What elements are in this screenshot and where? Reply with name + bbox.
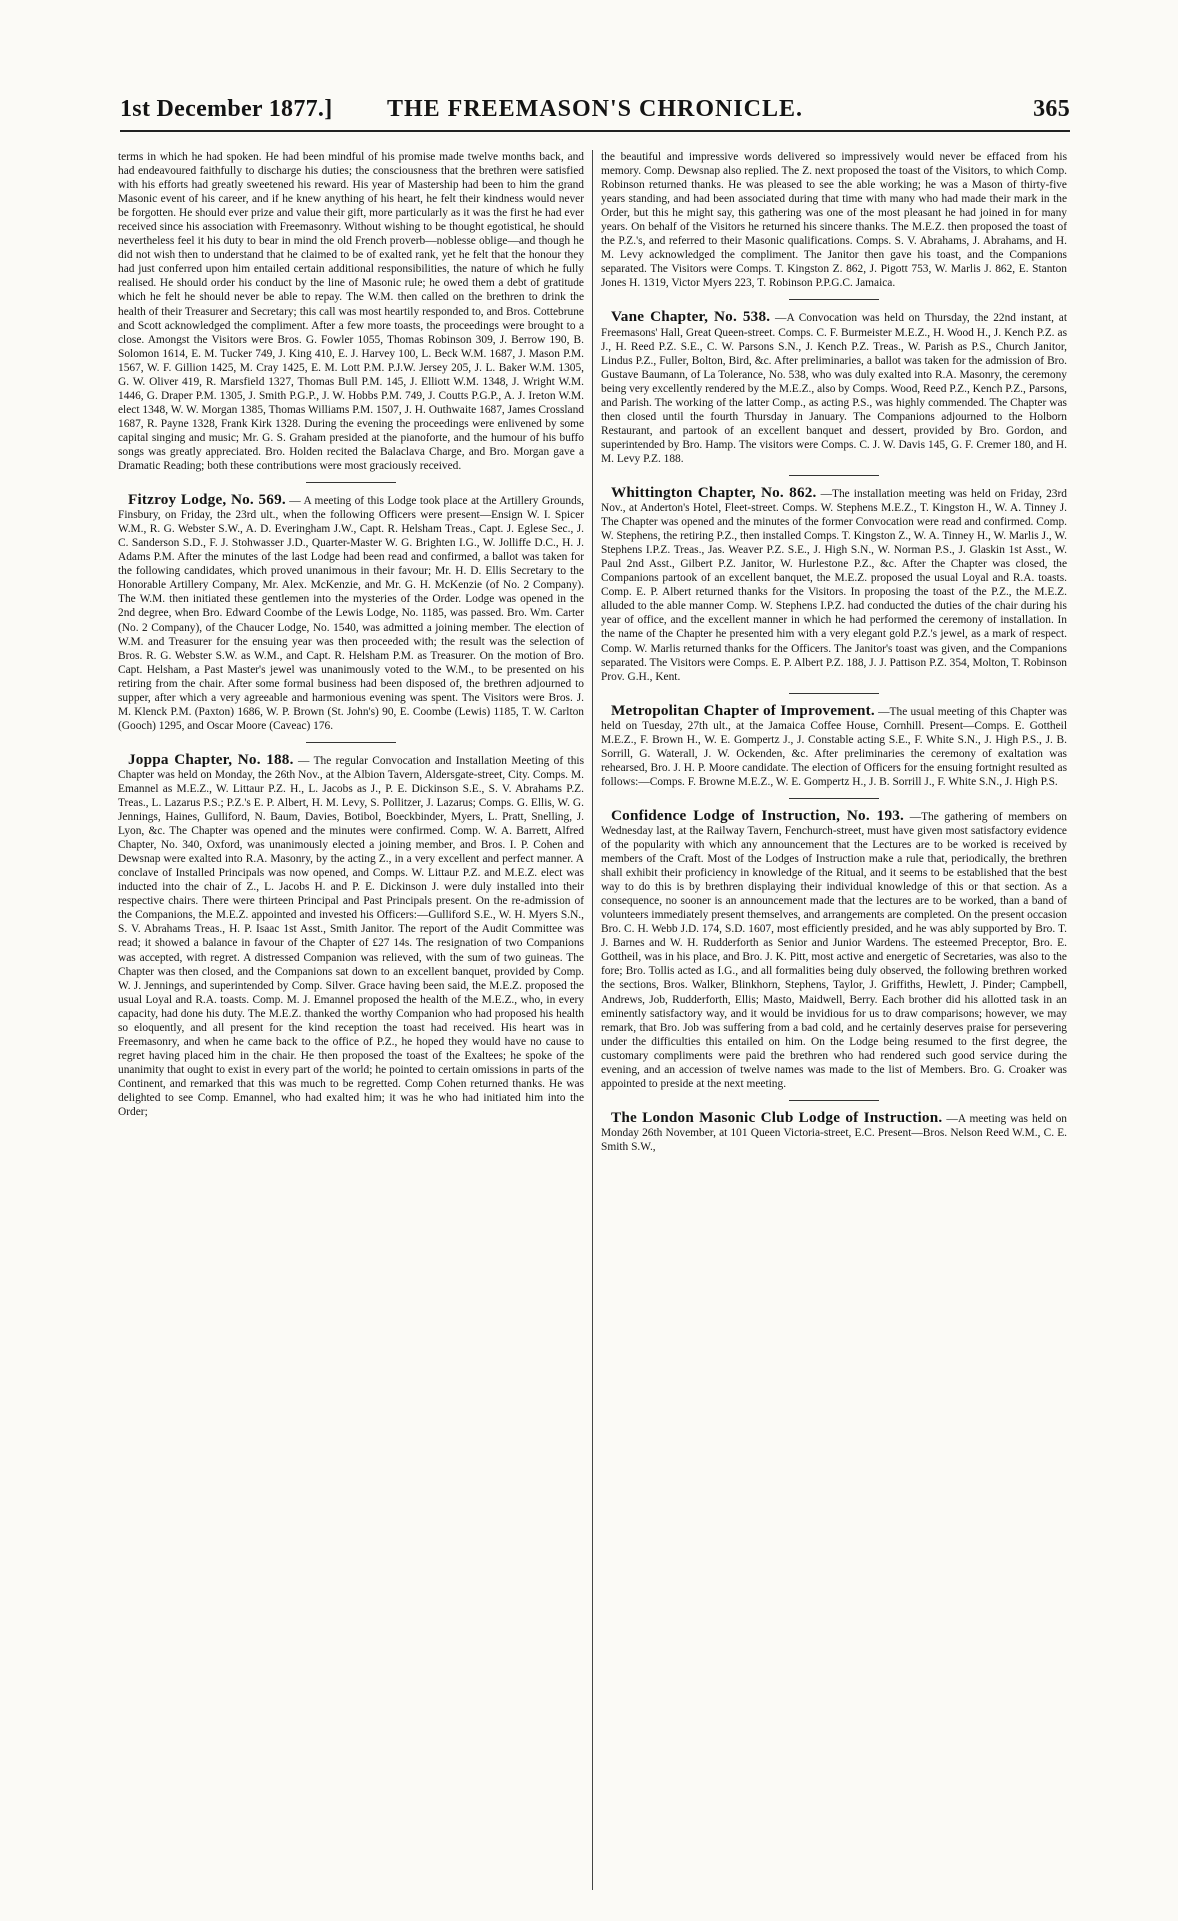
continued-report: terms in which he had spoken. He had been mindful of his promise made twelve months back, and had endeavoured faithfully to discharge his duties; the consciousness that the brethren were satisfied with his efforts had greatly sweetened his reward. His year of Mastership had been to him the grand Masonic event of his career, and if he knew anything of his heart, he felt their kindness would never be forgotten. He should ever prize and value their gift, more particularly as it was the first he had ever received since his association with Freemasonry. Without wishing to be thought egotistical, he should nevertheless feel it his duty to bear in mind the old French proverb—noblesse oblige—and though he did not wish then to understand that he claimed to be of exalted rank, yet he felt that the honour they had just conferred upon him entailed certain additional responsibilities, the nature of which he fully realised. He should order his conduct by the line of Masonic rule; he owed them a debt of gratitude which he felt he should never be able to repay. The W.M. then called on the brethren to drink the health of their Treasurer and Secretary; this call was most heartily responded to, and Bros. Cottebrune and Scott acknowledged the compliment. After a few more toasts, the proceedings were brought to a close. Amongst the Visitors were Bros. G. Fowler 1055, Thomas Robinson 309, J. Berrow 190, B. Solomon 1614, E. M. Tucker 749, J. King 410, E. J. Harvey 100, L. Beck W.M. 1687, J. Mason P.M. 1567, W. F. Gillion 1425, M. Cray 1425, E. M. Lott P.M. P.J.W. Jersey 205, J. L. Baker W.M. 1305, G. W. Oliver 419, R. Marsfield 1327, Thomas Bull P.M. 145, J. Elliott W.M. 1348, J. Wright W.M. 1446, G. Draper P.M. 1305, J. Smith P.G.P., J. W. Hobbs P.M. 749, J. Coutts P.G.P., A. J. Ireton W.M. elect 1348, W. W. Morgan 1385, Thomas Williams P.M. 1507, J. H. Outhwaite 1687, James Crossland 1687, R. Payne 1328, Frank Kirk 1328. During the evening the proceedings were enlivened by some capital singing and music; Mr. G. S. Graham presided at the pianoforte, and the humour of his buffo songs was greatly appreciated. Bro. Holden recited the Balaclava Charge, and Bro. Morgan gave a Dramatic Reading; both these contributions were most graciously received. xyxy=(118,151,584,473)
article-divider xyxy=(789,299,879,300)
article-heading: Joppa Chapter, No. 188. xyxy=(128,750,294,768)
article-divider xyxy=(789,693,879,694)
article-divider xyxy=(789,1100,879,1101)
page-number: 365 xyxy=(1033,96,1070,122)
article-metropolitan-chapter xyxy=(601,701,1067,789)
continued-report: the beautiful and impressive words delivered so impressively would never be effaced from his memory. Comp. Dewsnap also replied. The Z. next proposed the toast of the Visitors, to which Comp. Robinson returned thanks. He was pleased to see the able working; he was a Mason of thirty-five years standing, and had been associated during that time with many who had made their mark in the Order, but this he might say, this gathering was one of the most pleasant he had joined in for many years. On behalf of the Visitors he returned his sincere thanks. The M.E.Z. then proposed the toast of the P.Z.'s, and referred to their Masonic qualifications. Comps. S. V. Abrahams, J. Abrahams, and H. M. Levy acknowledged the compliment. The Janitor then gave his toast, and the Companions separated. The Visitors were Comps. T. Kingston Z. 862, J. Pigott 753, W. Marlis J. 862, E. Stanton Jones H. 1319, Victor Myers 223, T. Robinson P.P.G.C. Jamaica. xyxy=(601,151,1067,290)
right-column xyxy=(601,150,1067,1890)
article-body: —The usual meeting of this Chapter was held on Tuesday, 27th ult., at the Jamaica Coffee House, Cornhill. Present—Comps. E. Gottheil M.E.Z., F. Brown H., W. E. Gompertz J., J. Constable acting S.E., F. White S.N., J. High P.S., J. B. Sorrill, G. Waterall, J. W. Ockenden, &c. After preliminaries the ceremony of exaltation was rehearsed, Bro. J. H. P. Moore candidate. The election of Officers for the ensuing fortnight resulted as follows:—Comps. F. Browne M.E.Z., W. E. Gompertz H., J. B. Sorrill J., F. White S.N., J. High P.S. xyxy=(601,705,1067,788)
article-body: — The regular Convocation and Installation Meeting of this Chapter was held on Monday, the 26th Nov., at the Albion Tavern, Aldersgate-street, City. Comps. M. Emannel as M.E.Z., W. Littaur P.Z. H., L. Jacobs as J., P. E. Dickinson S.E., S. V. Abrahams P.Z. Treas., L. Lazarus P.S.; P.Z.'s E. P. Albert, H. M. Levy, S. Pollitzer, J. Lazarus; Comps. G. Ellis, W. G. Jennings, Haines, Gulliford, N. Baum, Davies, Botibol, Boeckbinder, Myers, L. Pratt, Snelling, J. Lyon, &c. The Chapter was opened and the minutes were confirmed. Comp. W. A. Barrett, Alfred Chapter, No. 340, Oxford, was unanimously elected a joining member, and Bros. I. P. Cohen and Dewsnap were exalted into R.A. Masonry, by the acting Z., in a very excellent and perfect manner. A conclave of Installed Principals was now opened, and Comps. W. Littaur P.Z. and M.E.Z. elect was inducted into the chair of Z., L. Jacobs H. and P. E. Dickinson J. were duly installed into their respective chairs. There were thirteen Principal and Past Principals present. On the re-admission of the Companions, the M.E.Z. appointed and invested his Officers:—Gulliford S.E., W. H. Myers S.N., S. V. Abrahams Treas., H. P. Isaac 1st Asst., Smith Janitor. The report of the Audit Committee was read; it showed a balance in favour of the Chapter of £27 14s. The resignation of two Companions was accepted, with regret. A distressed Companion was relieved, with the sum of two guineas. The Chapter was then closed, and the Companions sat down to an excellent banquet, provided by Comp. W. J. Jennings, and superintended by Comp. Silver. Grace having been said, the M.E.Z. proposed the usual Loyal and R.A. toasts. Comp. M. J. Emannel proposed the health of the M.E.Z., who, in every capacity, had done his duty. The M.E.Z. thanked the worthy Companion who had proposed his health so eloquently, and all present for the kind reception the toast had received. His heart was in Freemasonry, and when he came back to the office of P.Z., he hoped they would have no cause to regret having placed him in the chair. He then proposed the toast of the Exaltees; he spoke of the unanimity that ought to exist in every part of the world; he pointed to certain omissions in parts of the Continent, and remarked that this was much to be regretted. Comp Cohen returned thanks. He was delighted to see Comp. Emannel, who had exalted him; it was he who had initiated him into the Order; xyxy=(118,754,584,1119)
article-vane-chapter xyxy=(601,310,1067,466)
article-heading: Whittington Chapter, No. 862. xyxy=(611,483,817,501)
article-body: —The installation meeting was held on Friday, 23rd Nov., at Anderton's Hotel, Fleet-street. Comps. W. Stephens M.E.Z., T. Kingston H., W. A. Tinney J. The Chapter was opened and the minutes of the former Convocation were read and confirmed. Comp. W. Stephens, the retiring P.Z., then installed Comps. T. Kingston Z., W. A. Tinney H., W. Marlis J., W. Stephens I.P.Z. Treas., Jas. Weaver P.Z. S.E., J. High S.N., W. Norman P.S., J. Glaskin 1st Asst., W. Paul 2nd Asst., Gilbert P.Z. Janitor, W. Hurlestone P.Z., &c. After the Chapter was closed, the Companions partook of an excellent banquet, the M.E.Z. proposed the usual Loyal and R.A. toasts. Comp. E. P. Albert returned thanks for the Visitors. In proposing the toast of the P.Z., the M.E.Z. alluded to the able manner Comp. W. Stephens I.P.Z. had conducted the duties of the chair during his year of office, and the excellent manner in which he had performed the ceremony of installation. In the name of the Chapter he presented him with a very elegant gold P.Z.'s jewel, as a mark of respect. Comp. W. Marlis returned thanks for the Officers. The Janitor's toast was given, and the Companions separated. The Visitors were Comps. E. P. Albert P.Z. 188, J. J. Pattison P.Z. 354, Molton, T. Robinson Prov. G.H., Kent. xyxy=(601,487,1067,683)
article-body: —A meeting was held on Monday 26th November, at 101 Queen Victoria-street, E.C. Present—Bros. Nelson Reed W.M., C. E. Smith S.W., xyxy=(601,1112,1067,1153)
article-confidence-lodge xyxy=(601,806,1067,1091)
article-body: —A Convocation was held on Thursday, the 22nd instant, at Freemasons' Hall, Great Queen-street. Comps. C. F. Burmeister M.E.Z., H. Wood H., J. Kench P.Z. as J., H. Reed P.Z. S.E., C. W. Parsons S.N., J. Kench P.Z. Treas., W. Parish as P.S., Church Janitor, Lindus P.Z., Fuller, Bolton, Bird, &c. After preliminaries, a ballot was taken for the admission of Bro. Gustave Baumann, of La Tolerance, No. 538, who was duly exalted into R.A. Masonry, the ceremony being very excellently rendered by the M.E.Z., also by Comps. Wood, Reed P.Z., Kench P.Z., Parsons, and Parish. The working of the latter Comp., as acting P.S., was highly commended. The Chapter was then closed until the fourth Thursday in January. The Companions adjourned to the Holborn Restaurant, and partook of an excellent banquet and dessert, provided by Bro. Gordon, and superintended by Bro. Hamp. The visitors were Comps. C. J. W. Davis 145, G. F. Cremer 180, and H. M. Levy P.Z. 188. xyxy=(601,312,1067,465)
article-divider xyxy=(306,482,396,483)
article-heading: The London Masonic Club Lodge of Instruction. xyxy=(611,1108,943,1126)
article-divider xyxy=(789,475,879,476)
article-body: —The gathering of members on Wednesday last, at the Railway Tavern, Fenchurch-street, must have given most satisfactory evidence of the popularity with which any announcement that the Lectures are to be worked is received by members of the Craft. Most of the Lodges of Instruction make a rule that, periodically, the brethren shall exhibit their proficiency in knowledge of the Ritual, and it seems to be established that the best way to do this is by brethren displaying their individual knowledge of this or that section. As a consequence, no sooner is an announcement made that the lectures are to be worked, than a band of volunteers immediately present themselves, and arrangements are completed. On the present occasion Bro. C. H. Webb J.D. 174, S.D. 1607, most efficiently presided, and he was ably supported by Bro. T. J. Barnes and W. H. Rudderforth as Senior and Junior Wardens. The esteemed Preceptor, Bro. E. Gottheil, was in his place, and Bro. J. K. Pitt, most active and energetic of Secretaries, was also to the fore; Bro. Tollis acted as I.G., and all formalities being duly observed, the following brethren worked the sections, Bros. Walker, Blinkhorn, Stephens, Taylor, J. Griffiths, Hewlett, J. Pinder; Campbell, Andrews, Job, Rudderforth, Ellis; Masto, Maidwell, Berry. Each brother did his allotted task in an eminently satisfactory way, and it would be invidious for us to draw comparisons; however, we may remark, that Bro. Job was suffering from a bad cold, and he certainly deserves praise for persevering under the difficulties this entailed on him. On the Lodge being resumed to the first degree, the customary compliments were paid the brethren who had rendered such good service during the evening, and an accession of twelve names was made to the list of Members. Bro. G. Croaker was appointed to preside at the next meeting. xyxy=(601,810,1067,1090)
masthead xyxy=(120,96,1070,132)
article-london-masonic-club xyxy=(601,1108,1067,1154)
article-joppa-chapter xyxy=(118,750,584,1119)
article-divider xyxy=(789,798,879,799)
article-heading: Vane Chapter, No. 538. xyxy=(611,308,771,326)
issue-date: 1st December 1877.] xyxy=(120,96,333,122)
article-heading: Confidence Lodge of Instruction, No. 193. xyxy=(611,806,905,824)
article-fitzroy-lodge xyxy=(118,493,584,733)
left-column xyxy=(118,150,584,1890)
article-body: — A meeting of this Lodge took place at the Artillery Grounds, Finsbury, on Friday, the 23rd ult., when the following Officers were present—Ensign W. I. Spicer W.M., R. G. Webster S.W., A. D. Everingham J.W., Capt. R. Helsham Treas., Capt. J. Eglese Sec., J. C. Sanderson S.D., F. J. Stohwasser J.D., Quarter-Master W. G. Brighten I.G., W. Jolliffe D.C., H. J. Adams P.M. After the minutes of the last Lodge had been read and confirmed, a ballot was taken for the following candidates, which proved unanimous in their favour; Mr. H. D. Ellis Secretary to the Honorable Artillery Company, Mr. Alex. McKenzie, and Mr. G. H. McKenzie (of No. 2 Company). The W.M. then initiated these gentlemen into the mysteries of the Order. Lodge was opened in the 2nd degree, when Bro. Edward Coombe of the Lewis Lodge, No. 1185, was passed. Bro. Wm. Carter (No. 2 Company), of the Chaucer Lodge, No. 1540, was admitted a joining member. The election of W.M. and Treasurer for the ensuing year was then proceeded with; the result was the selection of Bros. R. G. Webster S.W. as W.M., and Capt. R. Helsham P.M. as Treasurer. On the motion of Bro. Capt. Helsham, a Past Master's jewel was unanimously voted to the W.M., to be presented on his retiring from the chair. After some formal business had been disposed of, the brethren adjourned to supper, after which a very agreeable and harmonious evening was spent. The Visitors were Bros. J. M. Klenck P.M. (Paxton) 1686, W. P. Brown (St. John's) 90, E. Coombe (Lewis) 1185, T. W. Carlton (Gooch) 1295, and Oscar Moore (Caveac) 176. xyxy=(118,495,584,732)
article-whittington-chapter xyxy=(601,483,1067,684)
article-heading: Metropolitan Chapter of Improvement. xyxy=(611,701,875,719)
article-divider xyxy=(306,742,396,743)
publication-title: THE FREEMASON'S CHRONICLE. xyxy=(386,96,804,122)
column-divider xyxy=(592,150,593,1890)
article-heading: Fitzroy Lodge, No. 569. xyxy=(128,491,286,509)
